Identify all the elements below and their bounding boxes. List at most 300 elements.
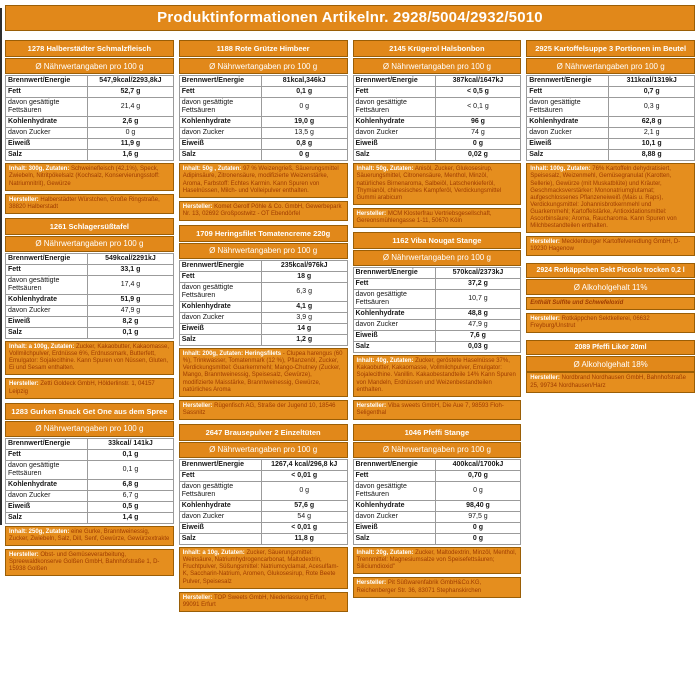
nutrition-header: Ø Nährwertangaben pro 100 g <box>5 421 174 437</box>
nutrition-row-label: Fett <box>6 264 88 275</box>
nutrition-row-value: 19,0 g <box>261 117 347 128</box>
nutrition-row-label: Brennwert/Energie <box>179 260 261 271</box>
nutrition-row-value: 0 g <box>435 534 521 545</box>
nutrition-row <box>6 460 174 479</box>
nutrition-row-value: 6,7 g <box>88 490 174 501</box>
nutrition-header: Ø Nährwertangaben pro 100 g <box>5 236 174 252</box>
nutrition-row-value: 0,7 g <box>609 87 695 98</box>
nutrition-row-value: 33,1 g <box>88 264 174 275</box>
nutrition-row-value: 0,3 g <box>609 98 695 117</box>
nutrition-row <box>179 470 347 481</box>
ingredients-block <box>353 547 522 574</box>
manufacturer-text: Mecklenburger Kartoffelveredlung GmbH, D-19230 Hagenow <box>530 239 681 253</box>
product-card-title: 1261 Schlagersüßtafel <box>5 218 174 235</box>
ingredients-label: Inhalt: a 10g, Zutaten: <box>182 550 245 557</box>
nutrition-row-label: Eiweiß <box>6 139 88 150</box>
nutrition-header: Ø Nährwertangaben pro 100 g <box>353 58 522 74</box>
nutrition-row-label: Brennwert/Energie <box>527 76 609 87</box>
nutrition-row-label: Fett <box>6 87 88 98</box>
nutrition-row-label: davon gesättigte Fettsäuren <box>6 98 88 117</box>
nutrition-row <box>179 98 347 117</box>
nutrition-row-label: davon Zucker <box>6 306 88 317</box>
nutrition-row-value: 0 g <box>435 523 521 534</box>
nutrition-row <box>353 128 521 139</box>
manufacturer-block <box>5 194 174 214</box>
nutrition-row-label: Salz <box>179 150 261 161</box>
manufacturer-label: Hersteller: <box>9 196 39 203</box>
manufacturer-label: Hersteller: <box>356 402 387 409</box>
manufacturer-text: Rügenfisch AG, Straße der Jugend 10, 18546 Sassnitz <box>182 402 336 416</box>
ingredients-text: Zucker, Maltodextrin, Minzöl, Menthol, Trennmittel: Magnesiumsalze von Speisefettsäuren; Siliciumdioxid" <box>356 550 517 571</box>
nutrition-row <box>353 309 521 320</box>
nutrition-row-value: 0 g <box>261 481 347 500</box>
nutrition-row-value: 2,1 g <box>609 128 695 139</box>
nutrition-row-label: Eiweiß <box>353 331 435 342</box>
manufacturer-block <box>179 201 348 221</box>
nutrition-row-value: 21,4 g <box>88 98 174 117</box>
ingredients-block <box>5 526 174 546</box>
nutrition-row <box>179 87 347 98</box>
ingredients-text: Anisöl, Zucker, Glukosesirup, Säuerungsmittel, Citronensäure, Menthol, Minzöl, natürliches Birnenaroma, Salbeiöl, Latschenkieferöl, Thymianöl, chinesisches Kampferöl, Verdickungsmittel Gummi arabicum <box>356 166 502 201</box>
nutrition-row-value: 8,2 g <box>88 317 174 328</box>
nutrition-table <box>353 75 522 161</box>
product-card <box>353 232 522 420</box>
nutrition-row-value: 570kcal/2373kJ <box>435 267 521 278</box>
nutrition-row <box>6 128 174 139</box>
nutrition-row <box>527 128 695 139</box>
ingredients-text: eine Gurke, Branntweinessig, Zucker, Zwiebeln, Salz, Dill, Senf, Gewürze, Gewürzextrakte <box>9 528 170 543</box>
nutrition-row-label: Salz <box>179 335 261 346</box>
nutrition-row-value: 10,7 g <box>435 290 521 309</box>
nutrition-row-value: 0,1 g <box>88 328 174 339</box>
nutrition-row-value: 1,6 g <box>88 150 174 161</box>
column-1 <box>5 40 174 576</box>
nutrition-row-label: Kohlenhydrate <box>179 117 261 128</box>
nutrition-row-label: Kohlenhydrate <box>527 117 609 128</box>
nutrition-row-label: Kohlenhydrate <box>179 501 261 512</box>
nutrition-row-label: Kohlenhydrate <box>353 309 435 320</box>
nutrition-row <box>527 98 695 117</box>
nutrition-row-label: davon gesättigte Fettsäuren <box>353 481 435 500</box>
manufacturer-label: Hersteller: <box>9 381 39 388</box>
product-card <box>526 263 695 333</box>
manufacturer-block <box>353 400 522 420</box>
nutrition-row-value: 47,9 g <box>88 306 174 317</box>
nutrition-row <box>6 275 174 294</box>
nutrition-row-label: davon gesättigte Fettsäuren <box>6 275 88 294</box>
nutrition-row <box>179 76 347 87</box>
nutrition-header: Ø Nährwertangaben pro 100 g <box>5 58 174 74</box>
nutrition-table <box>179 260 348 346</box>
nutrition-row-value: 0,8 g <box>261 139 347 150</box>
manufacturer-block <box>179 400 348 420</box>
nutrition-row-label: Fett <box>353 470 435 481</box>
nutrition-row-label: Brennwert/Energie <box>353 76 435 87</box>
nutrition-row-label: davon Zucker <box>353 320 435 331</box>
nutrition-table <box>5 253 174 339</box>
nutrition-header: Ø Nährwertangaben pro 100 g <box>526 58 695 74</box>
nutrition-row <box>353 342 521 353</box>
nutrition-row-label: Salz <box>179 534 261 545</box>
nutrition-row-value: 549kcal/2291kJ <box>88 253 174 264</box>
manufacturer-block <box>179 592 348 612</box>
nutrition-row <box>353 98 521 117</box>
nutrition-table <box>5 75 174 161</box>
nutrition-row-value: 57,6 g <box>261 501 347 512</box>
nutrition-row <box>353 150 521 161</box>
nutrition-row <box>179 313 347 324</box>
nutrition-row-label: davon gesättigte Fettsäuren <box>179 282 261 301</box>
nutrition-header: Ø Nährwertangaben pro 100 g <box>179 442 348 458</box>
nutrition-row-label: davon gesättigte Fettsäuren <box>353 98 435 117</box>
nutrition-row <box>179 128 347 139</box>
nutrition-row <box>179 335 347 346</box>
ingredients-block <box>179 547 348 588</box>
nutrition-row-label: davon Zucker <box>353 128 435 139</box>
manufacturer-label: Hersteller: <box>530 375 560 382</box>
nutrition-row-value: < 0,1 g <box>435 98 521 117</box>
product-card-title: 2924 Rotkäppchen Sekt Piccolo trocken 0,2 l <box>526 263 695 278</box>
nutrition-row-label: Eiweiß <box>527 139 609 150</box>
column-3 <box>353 40 522 598</box>
product-card-title: 1188 Rote Grütze Himbeer <box>179 40 348 57</box>
nutrition-row-value: 10,1 g <box>609 139 695 150</box>
nutrition-row <box>6 512 174 523</box>
nutrition-row-value: 4,1 g <box>261 302 347 313</box>
nutrition-row-label: Kohlenhydrate <box>353 117 435 128</box>
nutrition-row-label: davon gesättigte Fettsäuren <box>527 98 609 117</box>
nutrition-row-value: 0,1 g <box>261 87 347 98</box>
product-card <box>5 40 174 214</box>
nutrition-row-label: Fett <box>179 470 261 481</box>
nutrition-row <box>353 481 521 500</box>
product-card <box>5 218 174 399</box>
column-4 <box>526 40 695 393</box>
nutrition-row <box>6 306 174 317</box>
nutrition-table <box>5 438 174 524</box>
manufacturer-block <box>5 378 174 398</box>
nutrition-row-label: Brennwert/Energie <box>6 76 88 87</box>
nutrition-row-label: Brennwert/Energie <box>353 267 435 278</box>
nutrition-row <box>527 76 695 87</box>
nutrition-row-value: 0,5 g <box>88 501 174 512</box>
nutrition-header: Ø Nährwertangaben pro 100 g <box>353 442 522 458</box>
manufacturer-label: Hersteller: <box>182 594 213 601</box>
nutrition-row-value: 0 g <box>261 150 347 161</box>
product-card-title: 1162 Viba Nougat Stange <box>353 232 522 249</box>
nutrition-row-label: davon Zucker <box>527 128 609 139</box>
nutrition-row-value: 98,40 g <box>435 501 521 512</box>
nutrition-row <box>527 150 695 161</box>
ingredients-label: Inhalt: a 100g, Zutaten: <box>9 344 75 351</box>
manufacturer-text: Halberstädter Würstchen, Große Ringstraße, 38820 Halberstadt <box>9 196 160 210</box>
nutrition-row <box>6 317 174 328</box>
nutrition-row-value: 0 g <box>261 98 347 117</box>
nutrition-row-label: davon Zucker <box>6 128 88 139</box>
nutrition-row-value: 0 g <box>435 139 521 150</box>
manufacturer-block <box>5 549 174 576</box>
nutrition-row <box>179 534 347 545</box>
nutrition-row <box>6 438 174 449</box>
nutrition-row-value: 8,88 g <box>609 150 695 161</box>
nutrition-row-label: Brennwert/Energie <box>6 438 88 449</box>
nutrition-row-label: davon gesättigte Fettsäuren <box>353 290 435 309</box>
nutrition-row-value: 13,5 g <box>261 128 347 139</box>
nutrition-row-label: Brennwert/Energie <box>6 253 88 264</box>
ingredients-block <box>179 348 348 396</box>
nutrition-row-value: 6,3 g <box>261 282 347 301</box>
nutrition-row <box>179 117 347 128</box>
nutrition-row <box>179 282 347 301</box>
ingredients-label: Inhalt: 40g, Zutaten: <box>356 358 414 365</box>
nutrition-row-label: Eiweiß <box>179 139 261 150</box>
nutrition-row-value: 0,03 g <box>435 342 521 353</box>
nutrition-row <box>179 501 347 512</box>
nutrition-row-label: davon Zucker <box>179 512 261 523</box>
ingredients-label: Inhalt: 200g, Zutaten: Heringsfilets <box>182 351 282 358</box>
page-title: Produktinformationen Artikelnr. 2928/5004/2932/5010 <box>5 5 695 31</box>
nutrition-row-label: Brennwert/Energie <box>353 459 435 470</box>
product-card <box>526 340 695 392</box>
nutrition-row-value: 81kcal,346kJ <box>261 76 347 87</box>
nutrition-row-value: < 0,01 g <box>261 523 347 534</box>
nutrition-row-value: 74 g <box>435 128 521 139</box>
product-card <box>526 40 695 256</box>
column-2 <box>179 40 348 612</box>
nutrition-row-value: 18 g <box>261 271 347 282</box>
nutrition-row-value: 11,8 g <box>261 534 347 545</box>
product-card-title: 1283 Gurken Snack Get One aus dem Spree <box>5 403 174 420</box>
ingredients-text: Zucker, Kakaobutter, Kakaomasse, Vollmilchpulver, Erdnüsse 6%, Erdnussmark, Butterfett, Emulgator: Sojalecithine. Kann Spuren von Nüssen, Gluten, Ei und Sesam enthalten. <box>9 344 170 372</box>
manufacturer-text: Rotkäppchen Sektkellerei, 06632 Freyburg/Unstrut <box>530 316 650 330</box>
nutrition-row <box>6 328 174 339</box>
nutrition-row-value: 387kcal/1647kJ <box>435 76 521 87</box>
nutrition-row <box>353 331 521 342</box>
nutrition-row <box>179 481 347 500</box>
nutrition-row <box>353 501 521 512</box>
nutrition-row <box>6 98 174 117</box>
ingredients-text: 76% Kartoffeln dehydratisiert, Speisesalz, Weizenmehl, Gemüsegranulat (Karotten, Sellerie), Gewürze (mit Muskatblüte) und Kräuter, Geschmacksverstärker: Mononatriumglutamat; aufgeschlossenes Pflanzeneiweiß (Mais u. Raps), Verdickungsmittel: Johannisbrotkernmehl und Guarkernmehl; Kartoffelstärke, Antioxidationsmittel: Ascorbinsäure; Aroma, Raucharoma. Kann Spuren von Milchbestandteilen enthalten. <box>530 166 677 229</box>
nutrition-row-value: 51,9 g <box>88 294 174 305</box>
nutrition-row-label: davon Zucker <box>353 512 435 523</box>
nutrition-row <box>353 320 521 331</box>
nutrition-row-label: Kohlenhydrate <box>6 117 88 128</box>
product-card-title: 1278 Halberstädter Schmalzfleisch <box>5 40 174 57</box>
manufacturer-text: TOP Sweets GmbH, Niederlassung Erfurt, 99091 Erfurt <box>182 594 327 608</box>
nutrition-row-value: 1,4 g <box>88 512 174 523</box>
nutrition-row <box>353 139 521 150</box>
nutrition-row-label: Eiweiß <box>179 324 261 335</box>
nutrition-row-label: Eiweiß <box>6 317 88 328</box>
nutrition-row <box>179 139 347 150</box>
nutrition-row-label: Salz <box>527 150 609 161</box>
nutrition-row <box>6 139 174 150</box>
nutrition-row <box>179 512 347 523</box>
ingredients-label: Inhalt: 20g, Zutaten: <box>356 550 414 557</box>
nutrition-row-value: 547,9kcal/2293,8kJ <box>88 76 174 87</box>
manufacturer-text: Viba sweets GmbH, Die Aue 7, 98593 Floh-Seligenthal <box>356 402 504 416</box>
nutrition-row-label: davon gesättigte Fettsäuren <box>6 460 88 479</box>
nutrition-row-value: 6,8 g <box>88 479 174 490</box>
nutrition-row <box>179 260 347 271</box>
nutrition-row <box>353 87 521 98</box>
nutrition-row <box>6 449 174 460</box>
nutrition-row-value: 11,9 g <box>88 139 174 150</box>
nutrition-row-label: Fett <box>527 87 609 98</box>
ingredients-block <box>5 341 174 375</box>
nutrition-row-label: Brennwert/Energie <box>179 76 261 87</box>
nutrition-row <box>179 459 347 470</box>
nutrition-row-label: Kohlenhydrate <box>6 294 88 305</box>
manufacturer-label: Hersteller: <box>9 552 39 559</box>
nutrition-row <box>6 490 174 501</box>
product-card <box>179 40 348 221</box>
nutrition-row-label: Fett <box>353 87 435 98</box>
nutrition-row <box>6 87 174 98</box>
nutrition-row-value: 311kcal/1319kJ <box>609 76 695 87</box>
nutrition-row-label: Salz <box>353 534 435 545</box>
ingredients-text: Schweinefleisch (42,1%), Speck, Zwiebeln, Nitritpökelsalz (Kochsalz, Konservierungsstoff: Natriumnitrit), Gewürze <box>9 166 160 187</box>
manufacturer-block <box>353 208 522 228</box>
nutrition-row-value: 62,8 g <box>609 117 695 128</box>
nutrition-row-value: 1267,4 kcal/296,8 kJ <box>261 459 347 470</box>
nutrition-row-label: Kohlenhydrate <box>353 501 435 512</box>
product-card-title: 1709 Heringsfilet Tomatencreme 220g <box>179 225 348 242</box>
nutrition-row-label: Salz <box>353 342 435 353</box>
nutrition-table <box>353 267 522 353</box>
nutrition-row <box>6 479 174 490</box>
nutrition-row-value: 47,9 g <box>435 320 521 331</box>
nutrition-row <box>6 501 174 512</box>
nutrition-row-label: Fett <box>179 87 261 98</box>
ingredients-block <box>179 163 348 197</box>
nutrition-row-label: Brennwert/Energie <box>179 459 261 470</box>
nutrition-row-value: < 0,01 g <box>261 470 347 481</box>
nutrition-row <box>527 117 695 128</box>
nutrition-row-value: 17,4 g <box>88 275 174 294</box>
nutrition-row-value: 48,8 g <box>435 309 521 320</box>
nutrition-row-value: 0,02 g <box>435 150 521 161</box>
manufacturer-label: Hersteller: <box>530 239 560 246</box>
ingredients-text: 97 % Weizengrieß, Säuerungsmittel Adipinsäure, Zitronensäure, modifizierte Weizenstärke, Aroma, Farbstoff: Echtes Karmin. Kann Spuren von Haselnüssen, Milch- und Volleipulver enthalten. <box>182 166 339 194</box>
nutrition-row <box>353 267 521 278</box>
product-card <box>353 40 522 228</box>
nutrition-row <box>353 76 521 87</box>
nutrition-row <box>353 523 521 534</box>
product-card-title: 1046 Pfeffi Stange <box>353 424 522 441</box>
nutrition-row <box>6 76 174 87</box>
nutrition-row <box>179 324 347 335</box>
manufacturer-label: Hersteller: <box>356 580 387 587</box>
nutrition-row-value: 96 g <box>435 117 521 128</box>
nutrition-row-label: Eiweiß <box>179 523 261 534</box>
nutrition-row <box>179 271 347 282</box>
allergen-note: Enthält Sulfite und Schwefeloxid <box>526 297 695 310</box>
product-card <box>353 424 522 598</box>
nutrition-row-label: Salz <box>353 150 435 161</box>
nutrition-row-label: Eiweiß <box>353 523 435 534</box>
nutrition-row-label: Fett <box>353 278 435 289</box>
nutrition-row-value: 54 g <box>261 512 347 523</box>
manufacturer-text: Pit Süßwarenfabrik GmbH&Co.KG, Reichenberger Str. 36, 83071 Stephanskirchen <box>356 580 482 594</box>
nutrition-row <box>353 512 521 523</box>
nutrition-row <box>353 278 521 289</box>
nutrition-row-label: Fett <box>6 449 88 460</box>
nutrition-row-value: 0 g <box>435 481 521 500</box>
nutrition-row <box>353 290 521 309</box>
nutrition-row <box>353 459 521 470</box>
product-card <box>179 225 348 420</box>
nutrition-row <box>353 534 521 545</box>
nutrition-row <box>6 253 174 264</box>
manufacturer-block <box>353 577 522 597</box>
nutrition-table <box>179 75 348 161</box>
manufacturer-label: Hersteller: <box>530 316 560 323</box>
nutrition-row-value: 235kcal/976kJ <box>261 260 347 271</box>
nutrition-row-value: 3,9 g <box>261 313 347 324</box>
ingredients-label: Inhalt: 50g , Zutaten: <box>182 166 242 173</box>
ingredients-block <box>353 355 522 396</box>
manufacturer-block <box>526 236 695 256</box>
nutrition-row-value: 37,2 g <box>435 278 521 289</box>
alcohol-content-label: Ø Alkoholgehalt 11% <box>526 279 695 295</box>
nutrition-row-value: 1,2 g <box>261 335 347 346</box>
manufacturer-label: Hersteller: <box>182 402 213 409</box>
nutrition-row-value: 52,7 g <box>88 87 174 98</box>
product-card-title: 2089 Pfeffi Likör 20ml <box>526 340 695 355</box>
alcohol-content-label: Ø Alkoholgehalt 18% <box>526 356 695 372</box>
manufacturer-text: Nordbrand Nordhausen GmbH, Bahnhofstraße 25, 99734 Nordhausen/Harz <box>530 375 687 389</box>
manufacturer-text: Zetti Goldeck GmbH, Hölderlinstr. 1, 04157 Leipzig <box>9 381 155 395</box>
nutrition-row <box>179 302 347 313</box>
nutrition-row <box>353 470 521 481</box>
nutrition-table <box>179 459 348 545</box>
nutrition-row <box>6 150 174 161</box>
nutrition-row-value: 0,70 g <box>435 470 521 481</box>
product-card-title: 2647 Brausepulver 2 Einzeltüten <box>179 424 348 441</box>
nutrition-row-value: 400kcal/1700kJ <box>435 459 521 470</box>
scan-edge-artifact <box>0 8 2 525</box>
nutrition-row-label: Fett <box>179 271 261 282</box>
manufacturer-label: Hersteller: <box>182 203 213 210</box>
nutrition-row-label: Eiweiß <box>6 501 88 512</box>
nutrition-row-value: 97,5 g <box>435 512 521 523</box>
nutrition-row-label: davon gesättigte Fettsäuren <box>179 98 261 117</box>
nutrition-header: Ø Nährwertangaben pro 100 g <box>179 243 348 259</box>
nutrition-header: Ø Nährwertangaben pro 100 g <box>353 250 522 266</box>
nutrition-row-label: Salz <box>6 328 88 339</box>
nutrition-row <box>353 117 521 128</box>
manufacturer-text: Obst- und Gemüseverarbeitung, Spreewaldkonserve Golßen GmbH, Bahnhofstraße 1, D-15938 Golßen <box>9 552 160 573</box>
nutrition-row <box>6 294 174 305</box>
manufacturer-text: Komet Gerolf Pöhle & Co. GmbH, Gewerbepark Nr. 13, 02692 Großpostwitz - OT Ebendörfel <box>182 203 342 217</box>
nutrition-row <box>6 264 174 275</box>
nutrition-row-label: Kohlenhydrate <box>179 302 261 313</box>
nutrition-table <box>353 459 522 545</box>
nutrition-row-value: 0,1 g <box>88 449 174 460</box>
manufacturer-block <box>526 313 695 333</box>
ingredients-label: Inhalt: 100g, Zutaten: <box>530 166 591 173</box>
nutrition-row-label: davon Zucker <box>179 313 261 324</box>
ingredients-text: Zucker, geröstete Haselnüsse 37%, Kakaobutter, Kakaomasse, Vollmilchpulver, Emulgator: Sojalecithine. Vanillin. Kakaobestandteile 14% Kann Spuren von Mandeln, Erdnüssen und Weizenbestandteilen enthalten. <box>356 358 516 393</box>
nutrition-row-value: 33kcal/ 141kJ <box>88 438 174 449</box>
ingredients-block <box>353 163 522 204</box>
nutrition-row-value: 7,6 g <box>435 331 521 342</box>
nutrition-row-value: < 0,5 g <box>435 87 521 98</box>
product-card-title: 2145 Krügerol Halsbonbon <box>353 40 522 57</box>
nutrition-row <box>179 150 347 161</box>
nutrition-header: Ø Nährwertangaben pro 100 g <box>179 58 348 74</box>
